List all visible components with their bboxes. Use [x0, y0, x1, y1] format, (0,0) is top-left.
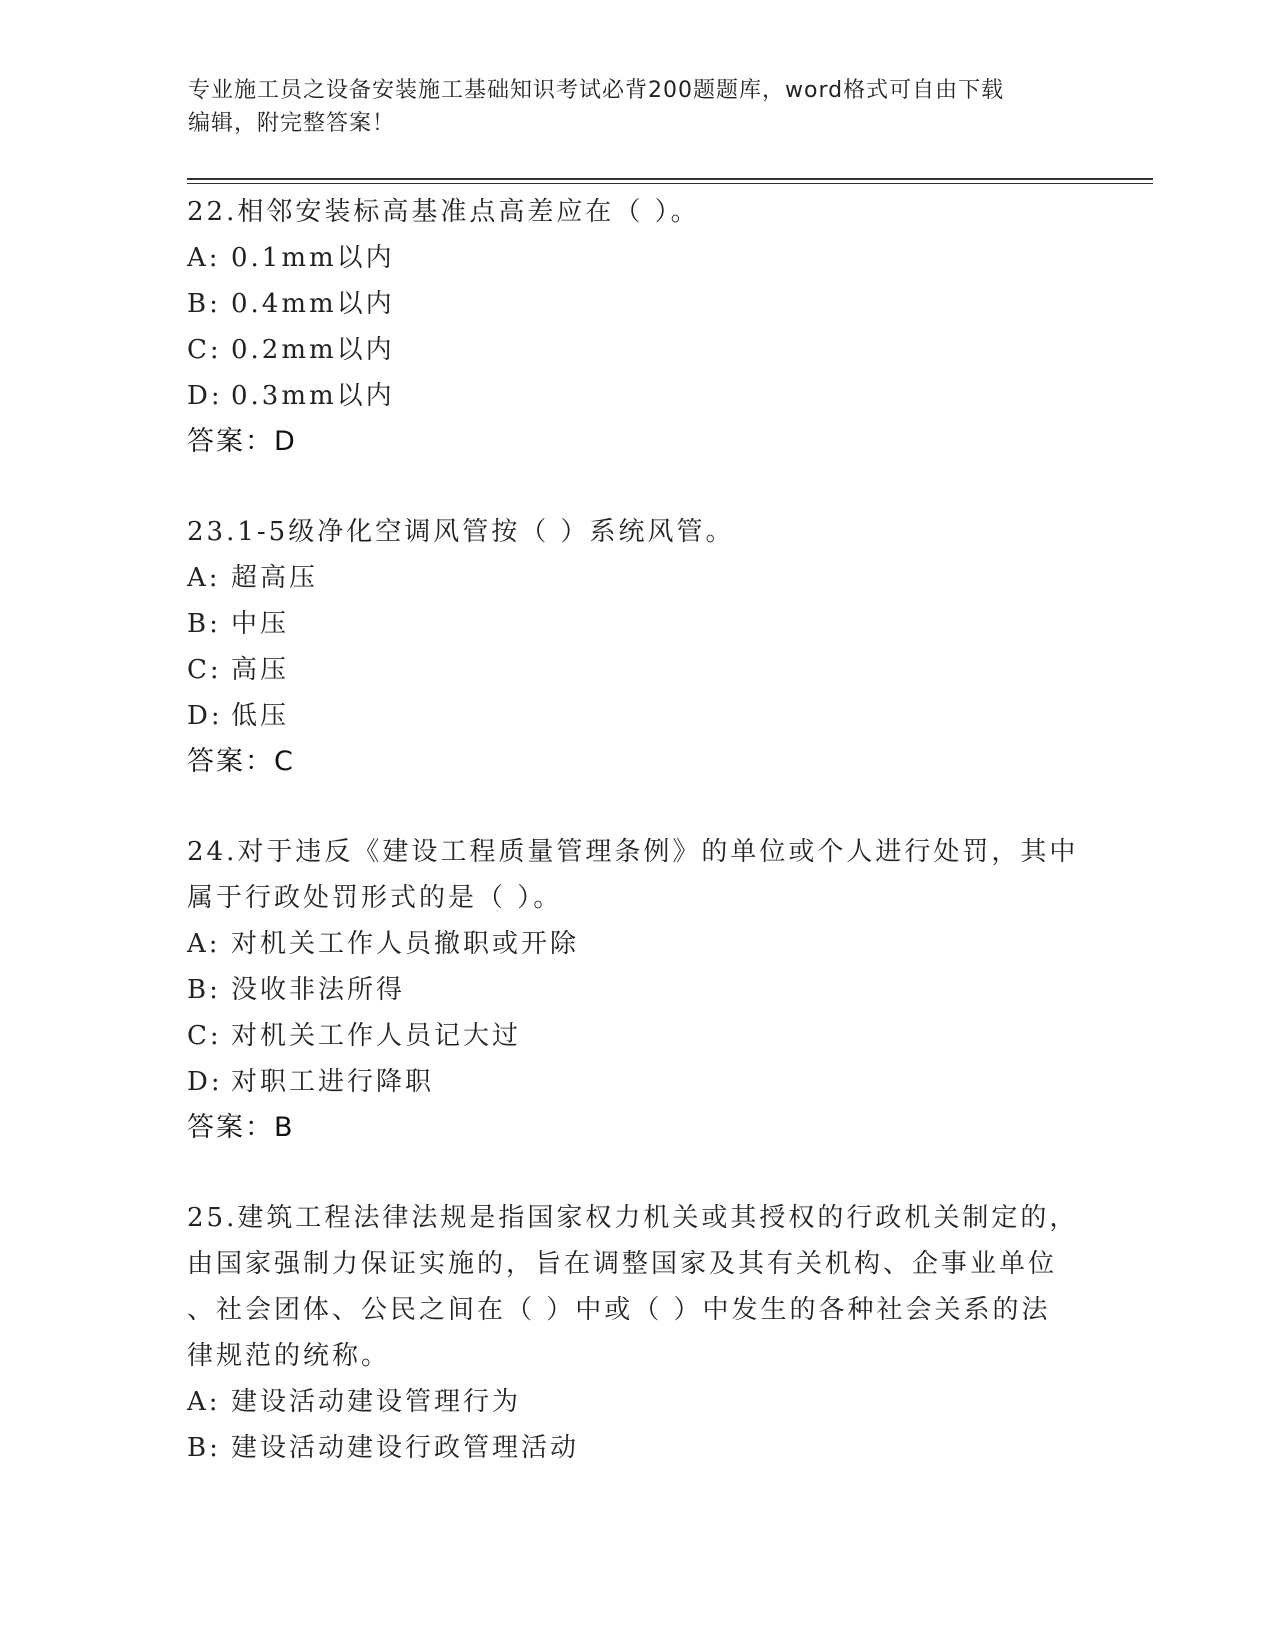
option-letter: B:: [187, 1433, 221, 1463]
question-stem-line-2: 由国家强制力保证实施的，旨在调整国家及其有关机构、企事业单位: [187, 1249, 1058, 1279]
option-text: 中压: [231, 609, 290, 639]
question-list: [187, 189, 1087, 1471]
option-c: [187, 647, 1087, 693]
option-text: 0.1mm以内: [231, 243, 395, 273]
option-c: [187, 327, 1087, 373]
answer-line: 答案：B: [187, 1112, 295, 1143]
header-line-1: 专业施工员之设备安装施工基础知识考试必背200题题库，word格式可自由下载: [188, 78, 1005, 103]
option-b: [187, 281, 1087, 327]
option-letter: A:: [187, 243, 221, 273]
option-a: [187, 235, 1087, 281]
option-b: [187, 967, 1087, 1013]
option-letter: B:: [187, 609, 221, 639]
question-stem: 23.1-5级净化空调风管按（ ）系统风管。: [187, 517, 735, 547]
option-text: 低压: [231, 701, 290, 731]
question-stem-line-2: 属于行政处罚形式的是（ ）。: [187, 883, 563, 913]
option-letter: B:: [187, 289, 221, 319]
option-a: [187, 1379, 1087, 1425]
option-letter: C:: [187, 655, 222, 685]
option-c: [187, 1013, 1087, 1059]
option-text: 没收非法所得: [231, 975, 406, 1005]
question-spacer: [187, 1151, 1087, 1195]
question-stem-line-1: 25.建筑工程法律法规是指国家权力机关或其授权的行政机关制定的，: [187, 1203, 1079, 1233]
option-letter: A:: [187, 563, 221, 593]
option-letter: D:: [187, 381, 223, 411]
option-letter: A:: [187, 1387, 221, 1417]
option-text: 对机关工作人员记大过: [231, 1021, 522, 1051]
header-divider-thin: [187, 183, 1153, 184]
option-d: [187, 373, 1087, 419]
option-text: 对职工进行降职: [231, 1067, 435, 1097]
answer-line: 答案：D: [187, 426, 297, 457]
question-25: [187, 1195, 1087, 1471]
option-letter: B:: [187, 975, 221, 1005]
option-d: [187, 1059, 1087, 1105]
question-24: [187, 829, 1087, 1151]
option-letter: C:: [187, 1021, 222, 1051]
option-letter: D:: [187, 701, 223, 731]
question-spacer: [187, 465, 1087, 509]
question-stem-line-4: 律规范的统称。: [187, 1341, 391, 1371]
option-text: 建设活动建设行政管理活动: [231, 1433, 580, 1463]
question-stem-line-3: 、社会团体、公民之间在（ ）中或（ ）中发生的各种社会关系的法: [187, 1295, 1051, 1325]
question-stem-line-1: 24.对于违反《建设工程质量管理条例》的单位或个人进行处罚，其中: [187, 837, 1079, 867]
option-text: 0.4mm以内: [231, 289, 395, 319]
question-spacer: [187, 785, 1087, 829]
answer-line: 答案：C: [187, 746, 295, 777]
option-letter: D:: [187, 1067, 223, 1097]
document-header: [188, 74, 1088, 140]
option-a: [187, 555, 1087, 601]
question-22: [187, 189, 1087, 465]
option-text: 建设活动建设管理行为: [231, 1387, 522, 1417]
option-text: 对机关工作人员撤职或开除: [231, 929, 580, 959]
option-letter: C:: [187, 335, 222, 365]
header-divider-thick: [187, 178, 1153, 180]
question-stem: 22.相邻安装标高基准点高差应在（ ）。: [187, 197, 700, 227]
option-text: 超高压: [231, 563, 319, 593]
header-line-2: 编辑，附完整答案！: [188, 111, 396, 136]
option-a: [187, 921, 1087, 967]
option-text: 高压: [231, 655, 290, 685]
option-b: [187, 601, 1087, 647]
option-d: [187, 693, 1087, 739]
option-letter: A:: [187, 929, 221, 959]
question-23: [187, 509, 1087, 785]
option-b: [187, 1425, 1087, 1471]
option-text: 0.2mm以内: [231, 335, 395, 365]
option-text: 0.3mm以内: [231, 381, 395, 411]
